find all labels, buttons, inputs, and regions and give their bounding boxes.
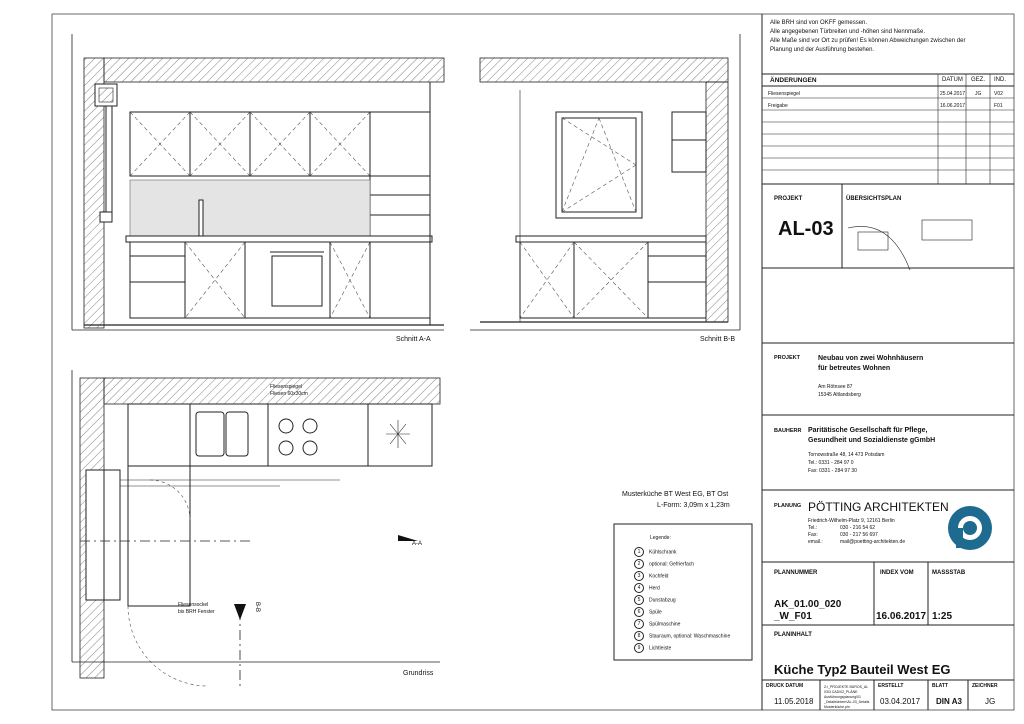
file-path-4: _Details\intern\AL-03_Details <box>824 700 870 704</box>
client-name-2: Gesundheit und Sozialdienste gGmbH <box>808 437 936 444</box>
plan-number-2: _W_F01 <box>774 611 812 622</box>
note-line-3: Alle Maße sind vor Ort zu prüfen! Es können Abweichungen zwischen der <box>770 38 966 44</box>
print-date: 11.05.2018 <box>774 697 814 706</box>
planner-tel: 030 - 216 54 62 <box>840 525 876 531</box>
sheet-label: BLATT <box>932 683 949 689</box>
legend-title: Legende: <box>650 535 671 541</box>
file-path-1: Z:\_PROJEKTE BÜROS_AL <box>824 685 869 689</box>
change-row-2-date: 16.06.2017 <box>940 103 966 109</box>
change-row-2-ind: F01 <box>994 103 1003 109</box>
floor-plan-drawing <box>72 370 440 686</box>
section-aa-drawing <box>72 34 444 330</box>
change-row-1-date: 25.04.2017 <box>940 91 966 97</box>
print-date-label: DRUCK DATUM <box>766 683 804 689</box>
index-date: 16.06.2017 <box>876 611 927 622</box>
legend-item-4: 4 Herd <box>634 583 660 593</box>
changes-by-header: GEZ. <box>971 77 986 83</box>
scale-label: MASSSTAB <box>932 570 966 576</box>
sample-kitchen-title: Musterküche BT West EG, BT Ost <box>622 491 729 498</box>
project-addr-2: 15345 Altlandsberg <box>818 392 861 398</box>
change-row-1-text: Fliesenspiegel <box>768 91 800 97</box>
plinth-note-1: Fliesensockel <box>178 602 209 608</box>
planner-email: mail@poetting-architekten.de <box>840 539 906 545</box>
planner-label: PLANUNG <box>774 503 802 509</box>
plan-content-label: PLANINHALT <box>774 632 812 638</box>
project-code-label: PROJEKT <box>774 196 803 202</box>
sample-kitchen-size: L-Form: 3,09m x 1,23m <box>657 502 730 509</box>
plan-number-label: PLANNUMMER <box>774 570 818 576</box>
planner-addr: Friedrich-Wilhelm-Platz 9, 12161 Berlin <box>808 518 895 524</box>
file-path-5: Musterküche.pln <box>824 705 850 709</box>
note-line-2: Alle angegebenen Türbreiten und -höhen sind Nennmaße. <box>770 29 925 35</box>
file-path-2: 03\3 CAD\02_PLÄNE <box>824 690 858 694</box>
created-label: ERSTELLT <box>878 683 904 689</box>
planner-name: PÖTTING ARCHITEKTEN <box>808 500 949 514</box>
note-line-4: Planung und der Ausführung bestehen. <box>770 47 875 53</box>
planner-fax: 030 - 217 56 697 <box>840 532 878 538</box>
client-name-1: Paritätische Gesellschaft für Pflege, <box>808 427 928 434</box>
overview-label: ÜBERSICHTSPLAN <box>846 196 902 202</box>
project-addr-1: Am Rötnsee 87 <box>818 384 853 390</box>
legend-item-2: 2 optional: Gefrierfach <box>634 559 694 569</box>
project-title-1: Neubau von zwei Wohnhäusern <box>818 355 924 362</box>
file-path-3: Ausführungsplanung\01 <box>824 695 861 699</box>
cut-aa-marker: A-A <box>412 541 423 547</box>
client-addr: Tornowstraße 48, 14 473 Potsdam <box>808 452 885 458</box>
drawer-label: ZEICHNER <box>972 683 998 689</box>
legend-item-9: 9 Lichtleiste <box>634 643 671 653</box>
tile-note-1: Fliesenspiegel <box>270 384 302 390</box>
changes-title: ÄNDERUNGEN <box>770 77 817 84</box>
planner-email-label: email.: <box>808 539 823 545</box>
overview-plan <box>848 220 972 270</box>
scale-value: 1:25 <box>932 611 953 622</box>
sheet-value: DIN A3 <box>936 697 962 706</box>
change-row-2-text: Freigabe <box>768 103 788 109</box>
created-date: 03.04.2017 <box>880 697 921 706</box>
tile-note-2: Fliesen 60x30cm <box>270 391 308 397</box>
floor-plan-title: Grundriss <box>403 670 434 677</box>
legend-item-5: 5 Dunstabzug <box>634 595 676 605</box>
change-row-1-ind: V02 <box>994 91 1003 97</box>
legend-item-6: 6 Spüle <box>634 607 662 617</box>
client-fax: Fax: 0331 - 284 97 30 <box>808 468 857 474</box>
drawer-value: JG <box>985 697 996 706</box>
plan-number-1: AK_01.00_020 <box>774 599 842 610</box>
section-bb-title: Schnitt B-B <box>700 336 736 343</box>
legend-item-7: 7 Spülmaschine <box>634 619 680 629</box>
planner-tel-label: Tel.: <box>808 525 818 531</box>
note-line-1: Alle BRH sind von OKFF gemessen. <box>770 20 868 26</box>
legend-item-1: 1 Kühlschrank <box>634 547 677 557</box>
project-title-2: für betreutes Wohnen <box>818 365 891 372</box>
section-aa-title: Schnitt A-A <box>396 336 431 343</box>
legend-item-8: 8 Stauraum, optional: Waschmaschine <box>634 631 730 641</box>
plinth-note-2: bis BRH Fenster <box>178 609 215 615</box>
change-row-1-by: JG <box>975 91 982 97</box>
project-code: AL-03 <box>778 218 834 240</box>
index-label: INDEX VOM <box>880 570 914 576</box>
client-tel: Tel.: 0331 - 284 97 0 <box>808 460 854 466</box>
plan-content: Küche Typ2 Bauteil West EG <box>774 662 951 677</box>
changes-ind-header: IND. <box>994 77 1006 83</box>
client-label: BAUHERR <box>774 428 802 434</box>
planner-fax-label: Fax: <box>808 532 818 538</box>
section-bb-drawing <box>470 34 740 330</box>
changes-date-header: DATUM <box>942 77 963 83</box>
project-label: PROJEKT <box>774 355 800 361</box>
cut-bb-marker: B-B <box>254 601 261 613</box>
legend-item-3: 3 Kochfeld <box>634 571 668 581</box>
